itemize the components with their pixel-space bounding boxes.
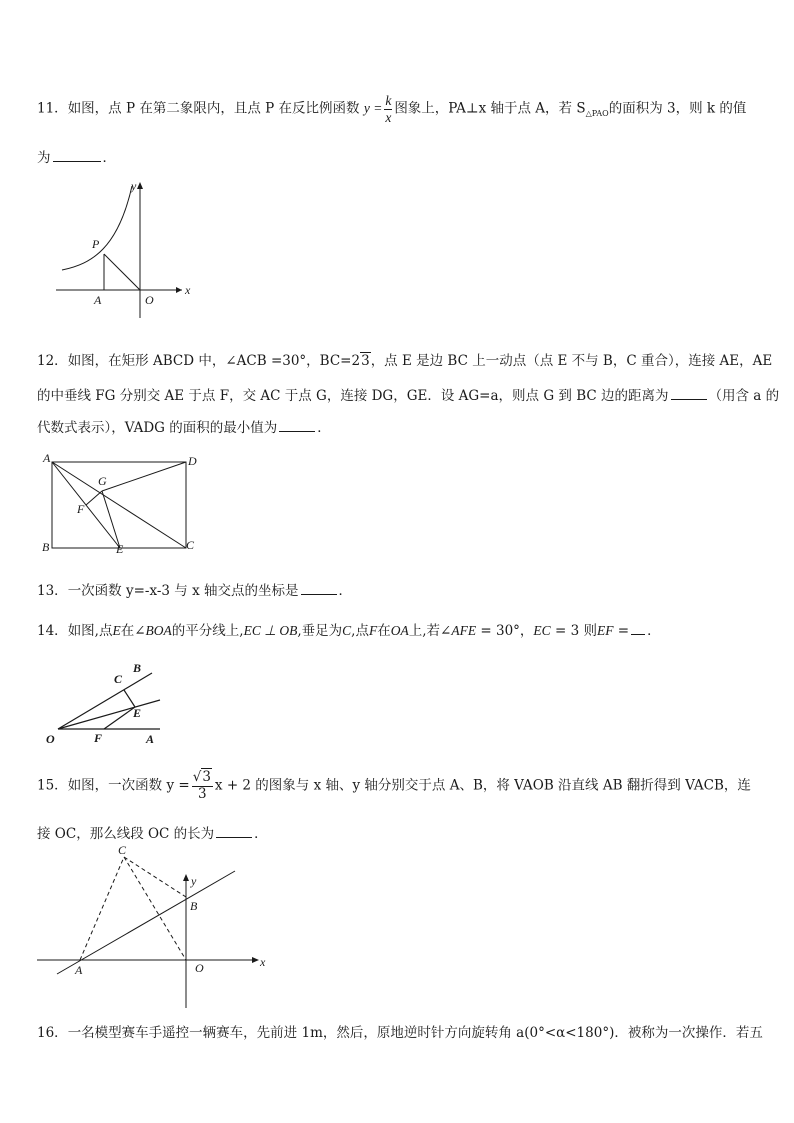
q14-number: 14． xyxy=(37,623,68,639)
q15-y-arrow xyxy=(183,874,189,881)
q15-text-a: 如图，一次函数 y = xyxy=(67,777,190,794)
q13-answer-blank xyxy=(301,582,337,595)
q15-label-b: B xyxy=(190,899,198,913)
q12-label-f: F xyxy=(77,502,85,516)
q13-text: 一次函数 y=-x-3 与 x 轴交点的坐标是 xyxy=(67,583,299,599)
q14-figure xyxy=(44,660,174,750)
q13-line xyxy=(37,579,352,599)
q11-number: 11． xyxy=(37,100,68,117)
q15-label-o: O xyxy=(195,961,204,975)
q15-label-c: C xyxy=(118,843,127,857)
q12-answer-blank-2 xyxy=(279,419,315,432)
q12-line3-a: 代数式表示），VADG 的面积的最小值为 xyxy=(37,420,278,436)
q15-x-arrow xyxy=(252,957,259,963)
q15-slope-fraction: $\frac{√3}{3}$ xyxy=(192,769,211,802)
q13-number: 13． xyxy=(37,583,68,599)
q11-label-y: y xyxy=(131,179,137,193)
q11-label-p: P xyxy=(92,237,100,251)
q15-line-2 xyxy=(37,822,268,842)
q11-line-1 xyxy=(37,94,746,124)
q15-label-y: y xyxy=(191,874,197,888)
q14-text-a: 如图,点 xyxy=(67,623,113,639)
q11-area-subscript: △PAO xyxy=(585,109,609,119)
q16-text: 一名模型赛车手遥控一辆赛车，先前进 1m，然后，原地逆时针方向旋转角 a(0°<α<180°)．被称为一次操作．若五 xyxy=(67,1025,763,1041)
q11-text-d: 为 xyxy=(37,150,51,166)
q15-line-1 xyxy=(37,771,751,801)
q14-text-c: 的平分线上, xyxy=(171,623,244,639)
q15-answer-blank xyxy=(216,825,252,838)
q12-segment-fg xyxy=(86,491,102,505)
q14-label-e: E xyxy=(133,706,142,720)
q14-angle-boa: BOA xyxy=(145,623,172,638)
q12-text-b: ，点 E 是边 BC 上一动点（点 E 不与 B，C 重合），连接 AE，AE xyxy=(370,353,773,369)
q11-label-o: O xyxy=(145,293,154,307)
q11-text-e: ． xyxy=(102,150,116,166)
q11-answer-blank xyxy=(53,149,101,162)
q14-label-f: F xyxy=(94,731,103,745)
q11-label-a: A xyxy=(94,293,102,307)
q16-line xyxy=(37,1021,763,1041)
q15-label-x: x xyxy=(260,955,266,969)
q14-point-c: C xyxy=(342,623,352,638)
q11-segment-po xyxy=(104,254,140,290)
q14-point-e: E xyxy=(112,623,121,638)
q14-eq-3: = xyxy=(617,623,630,639)
q11-text-c: 的面积为 3，则 k 的值 xyxy=(608,100,747,117)
q14-text-g: 上,若∠ xyxy=(408,623,452,639)
q11-text-b: 图象上，PA⊥x 轴于点 A，若 S xyxy=(394,100,586,117)
q15-dashed-cb xyxy=(124,857,186,897)
q15-line2-b: ． xyxy=(254,826,268,842)
q11-y-arrow xyxy=(137,182,143,189)
q14-end: ． xyxy=(647,623,661,639)
q11-line-2 xyxy=(37,146,116,166)
q14-text-h: 则 xyxy=(583,623,597,639)
q14-text-d: ,垂足为 xyxy=(297,623,343,639)
q12-line3-b: ． xyxy=(317,420,331,436)
q15-label-a: A xyxy=(75,963,83,977)
q14-eq-1: = 30° xyxy=(480,623,520,639)
q14-segment-ef-line xyxy=(104,707,135,729)
q15-dashed-co xyxy=(124,857,186,960)
q14-ray-oa: OA xyxy=(390,623,409,638)
q12-answer-blank-1 xyxy=(671,387,707,400)
q15-text-b: x + 2 的图象与 x 轴、y 轴分别交于点 A、B，将 VAOB 沿直线 AB 翻折得到 VACB，连 xyxy=(214,777,751,794)
q14-comma: ， xyxy=(519,623,534,639)
q11-text-a: 如图，点 P 在第二象限内，且点 P 在反比例函数 xyxy=(67,100,360,117)
q14-text-e: ,点 xyxy=(351,623,369,639)
q15-line2-a: 接 OC，那么线段 OC 的长为 xyxy=(37,826,215,842)
q12-label-g: G xyxy=(98,474,107,488)
q12-label-d: D xyxy=(188,454,197,468)
q11-hyperbola-curve xyxy=(62,186,132,270)
q14-bisector-line xyxy=(58,700,160,729)
q11-figure xyxy=(52,178,192,323)
q14-eq-2: = 3 xyxy=(554,623,580,639)
q12-label-b: B xyxy=(42,540,50,554)
q15-figure xyxy=(35,840,275,1010)
q14-ec-perp-ob: EC ⊥ OB xyxy=(243,623,298,638)
q12-label-e: E xyxy=(116,542,124,556)
q14-text-b: 在∠ xyxy=(120,623,146,639)
q12-segment-dg xyxy=(102,462,186,491)
q14-point-f: F xyxy=(368,623,378,638)
q12-number: 12． xyxy=(37,353,68,369)
q12-label-c: C xyxy=(186,538,195,552)
q11-func-fraction: $\frac{k}{x}$ xyxy=(385,93,392,125)
q15-dashed-ac xyxy=(80,857,124,960)
q14-segment-ec: EC xyxy=(533,623,551,638)
q14-answer-blank xyxy=(631,622,645,635)
q14-segment-ef: EF xyxy=(596,623,614,638)
q14-label-o: O xyxy=(46,732,55,746)
q11-x-arrow xyxy=(176,287,182,293)
q14-segment-ec-line xyxy=(124,690,135,707)
q12-line-1 xyxy=(37,349,772,369)
q12-line2-a: 的中垂线 FG 分别交 AE 于点 F，交 AC 于点 G，连接 DG，GE．设 AG=a，则点 G 到 BC 边的距离为 xyxy=(37,388,669,404)
q14-angle-afe: AFE xyxy=(451,623,477,638)
q14-text-f: 在 xyxy=(377,623,391,639)
q12-figure xyxy=(40,452,215,562)
q15-number: 15． xyxy=(37,777,68,794)
q12-diagonal-ac xyxy=(52,462,186,548)
q13-end: ． xyxy=(338,583,352,599)
q12-text-a: 如图，在矩形 ABCD 中，∠ACB =30°，BC=2 xyxy=(67,353,361,369)
q14-label-b: B xyxy=(133,661,142,675)
q14-label-c: C xyxy=(114,672,123,686)
q14-line xyxy=(37,619,661,639)
q11-func-lhs: y = xyxy=(363,100,383,116)
q11-label-x: x xyxy=(185,283,191,297)
q16-number: 16． xyxy=(37,1025,68,1041)
q15-line-ab xyxy=(57,871,235,974)
q14-ray-ob-line xyxy=(58,673,152,729)
q12-line-2 xyxy=(37,384,779,404)
q14-label-a: A xyxy=(146,732,155,746)
q12-line-3 xyxy=(37,416,331,436)
q12-sqrt: 3 xyxy=(361,353,370,369)
q12-line2-b: （用含 a 的 xyxy=(708,388,780,404)
q12-label-a: A xyxy=(43,451,51,465)
